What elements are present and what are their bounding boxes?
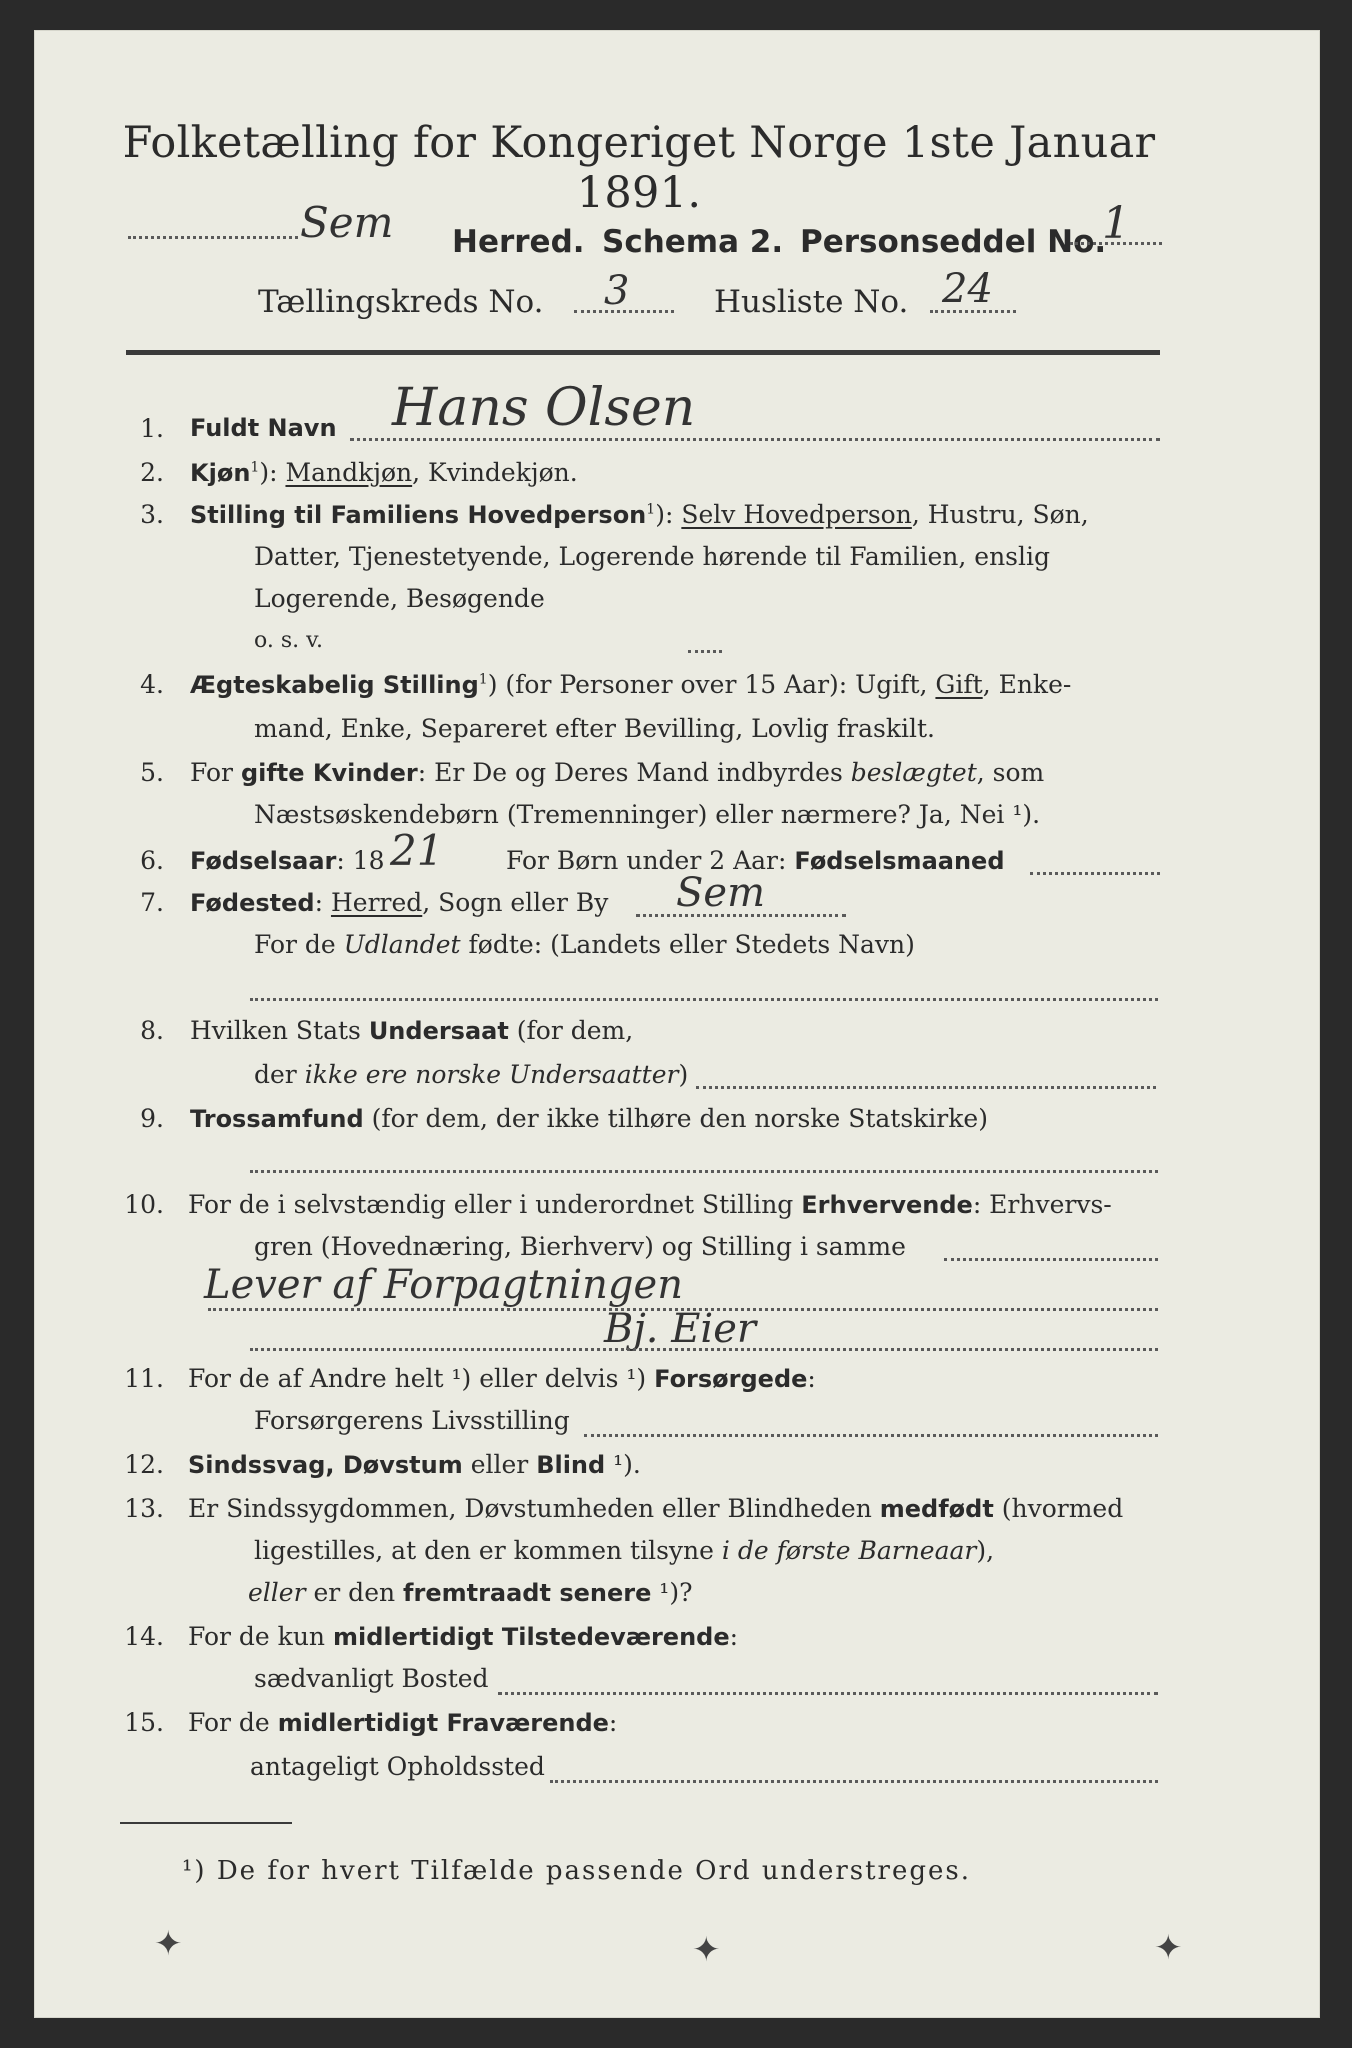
q6-line [190, 846, 385, 875]
q1-label: Fuldt Navn [190, 414, 337, 442]
q7-line2c: fødte: (Landets eller Stedets Navn) [460, 930, 915, 959]
herred-handwritten: Sem [300, 198, 394, 247]
q6-text: : 18 [336, 846, 385, 875]
q12-mid: eller [462, 1450, 537, 1479]
q13-line3 [248, 1578, 693, 1607]
schema-label: Schema 2. [602, 224, 784, 260]
q13-rest: (hvormed [993, 1494, 1124, 1523]
q8-dots [696, 1066, 1156, 1095]
q11-line2: Forsørgerens Livsstilling [254, 1406, 570, 1435]
q13-line2c: ), [976, 1536, 995, 1565]
q3-label: Stilling til Familiens Hovedperson [190, 501, 647, 529]
personseddel-label: Personseddel No. [800, 224, 1107, 260]
q7-dots-line3 [250, 978, 1158, 1007]
header-line-1 [128, 212, 298, 247]
q3-sup: 1 [646, 501, 656, 518]
q7-rest: , Sogn eller By [422, 888, 609, 917]
q14-line2: sædvanligt Bosted [254, 1664, 489, 1693]
dotted-fill [584, 1426, 1158, 1437]
q12-label2: Blind [536, 1451, 606, 1479]
q14-number: 14. [124, 1622, 164, 1651]
q13-line3d: ¹)? [651, 1578, 693, 1607]
q12-number: 12. [124, 1450, 164, 1479]
q8-line2b: ikke ere norske Undersaatter [304, 1060, 679, 1089]
dotted-fill [550, 1772, 1158, 1783]
dotted-fill [250, 1162, 1158, 1173]
q9-number: 9. [140, 1104, 164, 1133]
footnote: ¹) De for hvert Tilfælde passende Ord understreges. [182, 1856, 972, 1886]
q13-line2b: i de første Barneaar [721, 1536, 977, 1565]
dotted-fill [1070, 234, 1162, 245]
q7-text: : [314, 888, 331, 917]
q4-rest: , Enke- [982, 670, 1072, 699]
q13-label: medfødt [879, 1495, 994, 1523]
q3-rest: , Hustru, Søn, [911, 500, 1089, 529]
q2-line [190, 458, 578, 487]
q5-pre: For [190, 758, 241, 787]
dotted-fill [574, 302, 674, 313]
q13-pre: Er Sindssygdommen, Døvstumheden eller Blindheden [188, 1494, 880, 1523]
husliste-handwritten: 24 [942, 266, 993, 312]
q8-rest: (for dem, [508, 1016, 634, 1045]
q2-number: 2. [140, 458, 164, 487]
q1-handwritten-name: Hans Olsen [392, 378, 696, 438]
q3-colon: ): [655, 500, 674, 529]
q13-line2 [254, 1536, 994, 1565]
q7-line2a: For de [254, 930, 344, 959]
q11-dots [584, 1414, 1158, 1443]
q10-label: Erhvervende [801, 1191, 973, 1219]
registration-mark-left: ✦ [154, 1924, 183, 1964]
kreds-dots [574, 290, 674, 319]
footnote-divider [120, 1822, 292, 1824]
q15-dots [550, 1760, 1158, 1789]
q7-number: 7. [140, 888, 164, 917]
q4-label: Ægteskabelig Stilling [190, 671, 479, 699]
q8-pre: Hvilken Stats [190, 1016, 369, 1045]
q11-label: Forsørgede [654, 1365, 808, 1393]
q2-sup: 1 [250, 459, 260, 476]
kreds-label: Tællingskreds No. [258, 284, 544, 320]
q8-line2a: der [254, 1060, 305, 1089]
q4-text: ) (for Personer over 15 Aar): Ugift, [487, 670, 936, 699]
q9-dots [250, 1150, 1158, 1179]
q8-line2c: ) [678, 1060, 689, 1089]
q2-colon: ): [259, 458, 278, 487]
herred-label: Herred. [452, 224, 585, 260]
q12-rest: ¹). [605, 1450, 641, 1479]
q11-line1 [188, 1364, 816, 1393]
header-divider [126, 350, 1160, 355]
q15-line2: antageligt Opholdssted [250, 1752, 545, 1781]
q5-line2: Næstsøskendebørn (Tremenninger) eller nærmere? Ja, Nei ¹). [254, 800, 1041, 829]
q14-line1 [188, 1622, 738, 1651]
dotted-fill [250, 990, 1158, 1001]
q5-text: : Er De og Deres Mand indbyrdes [417, 758, 851, 787]
q7-line2 [254, 930, 915, 959]
q15-pre: For de [188, 1708, 278, 1737]
q9-label: Trossamfund [190, 1105, 364, 1133]
q13-line3a: eller [248, 1578, 306, 1607]
q6-number: 6. [140, 846, 164, 875]
dotted-fill [1030, 864, 1160, 875]
q3-line2: Datter, Tjenestetyende, Logerende hørende til Familien, enslig [254, 542, 1051, 571]
q8-line1 [190, 1016, 633, 1045]
q11-number: 11. [124, 1364, 164, 1393]
q3-dash-mark [688, 630, 722, 659]
q7-option-herred: Herred [330, 888, 423, 917]
q10-pre: For de i selvstændig eller i underordnet Stilling [188, 1190, 802, 1219]
q11-pre: For de af Andre helt ¹) eller delvis ¹) [188, 1364, 655, 1393]
q15-line1 [188, 1708, 617, 1737]
q14-rest: : [729, 1622, 739, 1651]
registration-mark-right: ✦ [1154, 1928, 1183, 1968]
q10-handwritten-detail: Bj. Eier [604, 1306, 757, 1352]
q12-line [188, 1450, 641, 1479]
kreds-handwritten: 3 [604, 268, 630, 314]
q13-line2a: ligestilles, at den er kommen tilsyne [254, 1536, 722, 1565]
q10-dots-1 [944, 1238, 1158, 1267]
q14-pre: For de kun [188, 1622, 333, 1651]
q2-rest: , Kvindekjøn. [412, 458, 578, 487]
q13-line3c: fremtraadt senere [403, 1579, 652, 1607]
q1-number: 1. [140, 414, 164, 443]
q7-line1 [190, 888, 608, 917]
q6-label: Fødselsaar [190, 847, 337, 875]
q14-label: midlertidigt Tilstedeværende [332, 1623, 730, 1651]
q10-rest: : Erhvervs- [972, 1190, 1112, 1219]
q13-number: 13. [124, 1494, 164, 1523]
registration-mark-center: ✦ [692, 1930, 721, 1970]
q10-number: 10. [124, 1190, 164, 1219]
q15-label: midlertidigt Fraværende [277, 1709, 609, 1737]
q8-label: Undersaat [368, 1017, 509, 1045]
personseddel-handwritten: 1 [1102, 198, 1130, 249]
dotted-fill [930, 302, 1016, 313]
q15-rest: : [608, 1708, 618, 1737]
q7-line2b: Udlandet [343, 930, 461, 959]
q4-line2: mand, Enke, Separeret efter Bevilling, Lovlig fraskilt. [254, 714, 935, 743]
q10-dots-3 [250, 1328, 1158, 1357]
q8-line2 [254, 1060, 688, 1089]
q4-number: 4. [140, 670, 164, 699]
q9-rest: (for dem, der ikke tilhøre den norske Statskirke) [363, 1104, 988, 1133]
q5-label: gifte Kvinder [240, 759, 418, 787]
q7-label: Fødested [190, 889, 315, 917]
q6-label2: Fødselsmaaned [794, 847, 1005, 875]
q5-rest: , som [976, 758, 1045, 787]
q3-number: 3. [140, 500, 164, 529]
q5-number: 5. [140, 758, 164, 787]
q6-handwritten-year: 21 [390, 826, 444, 875]
q6-mid-text: For Børn under 2 Aar: [506, 846, 795, 875]
q5-italic: beslægtet [850, 758, 977, 787]
dotted-fill [498, 1684, 1158, 1695]
q12-label: Sindssvag, Døvstum [188, 1451, 463, 1479]
q13-line3b: er den [305, 1578, 404, 1607]
q10-handwritten-occupation: Lever af Forpagtningen [204, 1262, 683, 1308]
dotted-fill [688, 642, 722, 653]
q4-option-gift: Gift [935, 670, 983, 699]
q3-line1 [190, 500, 1089, 529]
q2-label: Kjøn [190, 459, 251, 487]
q11-rest: : [807, 1364, 816, 1393]
q3-line4: o. s. v. [254, 628, 323, 653]
husliste-dots [930, 290, 1016, 319]
q8-number: 8. [140, 1016, 164, 1045]
q4-sup: 1 [478, 671, 488, 688]
q13-line1 [188, 1494, 1123, 1523]
q15-number: 15. [124, 1708, 164, 1737]
q3-option-selv: Selv Hovedperson [681, 500, 912, 529]
q10-line2: gren (Hovednæring, Bierhverv) og Stilling i samme [254, 1232, 906, 1261]
q6-dots [1030, 852, 1160, 881]
q10-line1 [188, 1190, 1112, 1219]
q2-option-mandkjon: Mandkjøn [285, 458, 413, 487]
q7-handwritten-place: Sem [676, 870, 766, 916]
header-dots-right [1070, 222, 1162, 251]
dotted-fill [250, 1340, 1158, 1351]
q9-line1 [190, 1104, 988, 1133]
q14-dots [498, 1672, 1158, 1701]
form-title: Folketælling for Kongeriget Norge 1ste Januar 1891. [122, 118, 1156, 218]
dotted-fill [696, 1078, 1156, 1089]
dotted-fill [944, 1250, 1158, 1261]
q4-line1 [190, 670, 1071, 699]
husliste-label: Husliste No. [714, 284, 909, 320]
q3-line3: Logerende, Besøgende [254, 584, 545, 613]
dotted-fill [128, 228, 298, 239]
q5-line1 [190, 758, 1044, 787]
